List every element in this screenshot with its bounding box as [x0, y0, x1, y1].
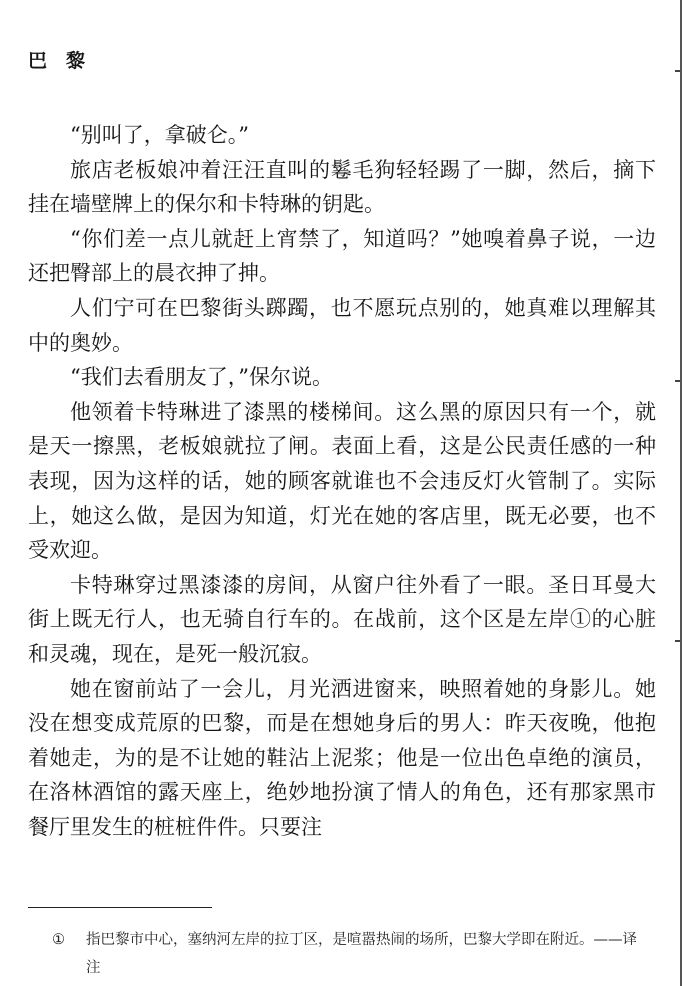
paragraph-1: “别叫了，拿破仑。” [70, 123, 249, 147]
footnote-rule [28, 907, 212, 908]
body-text [28, 118, 656, 844]
paragraph-3: “你们差一点儿就赶上宵禁了，知道吗？”她嗅着鼻子说，一边还把臀部上的晨衣抻了抻。 [28, 226, 656, 286]
footnote [52, 926, 642, 982]
paragraph-6: 他领着卡特琳进了漆黑的楼梯间。这么黑的原因只有一个，就是天一擦黑，老板娘就拉了闸。表面上看，这是公民责任感的一种表现，因为这样的话，她的顾客就谁也不会违反灯火管制了。实际上，她这么做，是因为知道，灯光在她的客店里，既无必要，也不受欢迎。 [28, 399, 656, 563]
page-edge-mark [675, 640, 680, 642]
paragraph-8: 她在窗前站了一会儿，月光洒进窗来，映照着她的身影儿。她没在想变成荒原的巴黎，而是在想她身后的男人：昨天夜晚，他抱着她走，为的是不让她的鞋沾上泥浆；他是一位出色卓绝的演员，在洛林酒馆的露天座上，绝妙地扮演了情人的角色，还有那家黑市餐厅里发生的桩桩件件。只要注 [28, 676, 656, 839]
paragraph-7: 卡特琳穿过黑漆漆的房间，从窗户往外看了一眼。圣日耳曼大街上既无行人，也无骑自行车的。在战前，这个区是左岸①的心脏和灵魂，现在，是死一般沉寂。 [28, 572, 656, 666]
running-head: 巴黎 [28, 50, 105, 72]
page-edge-mark [675, 380, 680, 382]
footnote-marker: ① [52, 932, 65, 948]
paragraph-2: 旅店老板娘冲着汪汪直叫的鬈毛狗轻轻踢了一脚，然后，摘下挂在墙壁牌上的保尔和卡特琳的钥匙。 [28, 157, 656, 217]
paragraph-5: “我们去看朋友了，”保尔说。 [70, 365, 333, 390]
page-edge-mark [675, 70, 680, 72]
footnote-text: 指巴黎市中心，塞纳河左岸的拉丁区，是喧嚣热闹的场所，巴黎大学即在附近。——译注 [86, 932, 637, 976]
paragraph-4: 人们宁可在巴黎街头踯躅，也不愿玩点别的，她真难以理解其中的奥妙。 [28, 295, 656, 355]
